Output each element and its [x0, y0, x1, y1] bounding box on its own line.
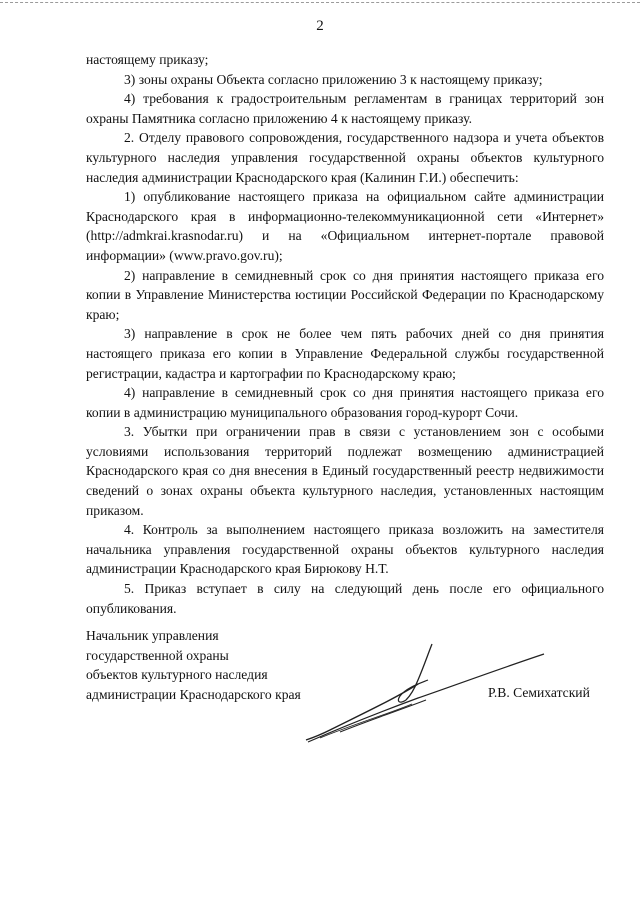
paragraph-clause-3-losses: 3. Убытки при ограничении прав в связи с установлением зон с особыми условиями использования территорий подлежат возмещению администрацией Краснодарского края со дня внесения в Единый государственный реестр недвижимости сведений о зонах охраны объекта культурного наследия, установленных настоящим приказом.	[86, 424, 604, 518]
signatory-position-line: Начальник управления	[86, 628, 219, 643]
paragraph-subitem-2-justice: 2) направление в семидневный срок со дня принятия настоящего приказа его копии в Управление Министерства юстиции Российской Федерации по Краснодарскому краю;	[86, 267, 604, 322]
top-border-line	[0, 2, 640, 3]
signature-stroke	[306, 684, 418, 740]
signature-stroke	[320, 704, 412, 738]
signatory-position-line: объектов культурного наследия	[86, 667, 268, 683]
paragraph-clause-4-control: 4. Контроль за выполнением настоящего приказа возложить на заместителя начальника управления государственной охраны объектов культурного наследия администрации Краснодарского края Бирюкову Н.Т.	[86, 522, 604, 577]
signature-stroke	[406, 644, 432, 700]
paragraph-item-3-zones: 3) зоны охраны Объекта согласно приложению 3 к настоящему приказу;	[124, 71, 543, 87]
paragraph-clause-5-effect: 5. Приказ вступает в силу на следующий день после его официального опубликования.	[86, 581, 604, 616]
paragraph-subitem-1-publication: 1) опубликование настоящего приказа на официальном сайте администрации Краснодарского края в информационно-телекоммуникационной сети «Интернет» (http://admkrai.krasnodar.ru) и на «Официальном интернет-портале правовой информации» (www.pravo.gov.ru);	[86, 189, 604, 263]
signature-stroke	[340, 700, 426, 732]
order-body-text	[86, 50, 604, 618]
signatory-position-line: администрации Краснодарского края	[86, 686, 301, 702]
paragraph-subitem-4-sochi: 4) направление в семидневный срок со дня принятия настоящего приказа его копии в администрацию муниципального образования город-курорт Сочи.	[86, 385, 604, 420]
paragraph-subitem-3-registry: 3) направление в срок не более чем пять рабочих дней со дня принятия настоящего приказа его копии в Управление Федеральной службы государственной регистрации, кадастра и картографии по Краснодарскому краю;	[86, 326, 604, 381]
signatory-name: Р.В. Семихатский	[488, 685, 590, 700]
paragraph-clause-2: 2. Отделу правового сопровождения, государственного надзора и учета объектов культурного наследия управления государственной охраны объектов культурного наследия администрации Краснодарского края (Калинин Г.И.) обеспечить:	[86, 130, 604, 185]
signatory-position-line: государственной охраны	[86, 647, 229, 663]
paragraph-item-4-requirements: 4) требования к градостроительным регламентам в границах территорий зон охраны Памятника согласно приложению 4 к настоящему приказу.	[86, 91, 604, 126]
paragraph-continuation: настоящему приказу;	[86, 52, 209, 67]
page-number: 2	[316, 18, 324, 34]
